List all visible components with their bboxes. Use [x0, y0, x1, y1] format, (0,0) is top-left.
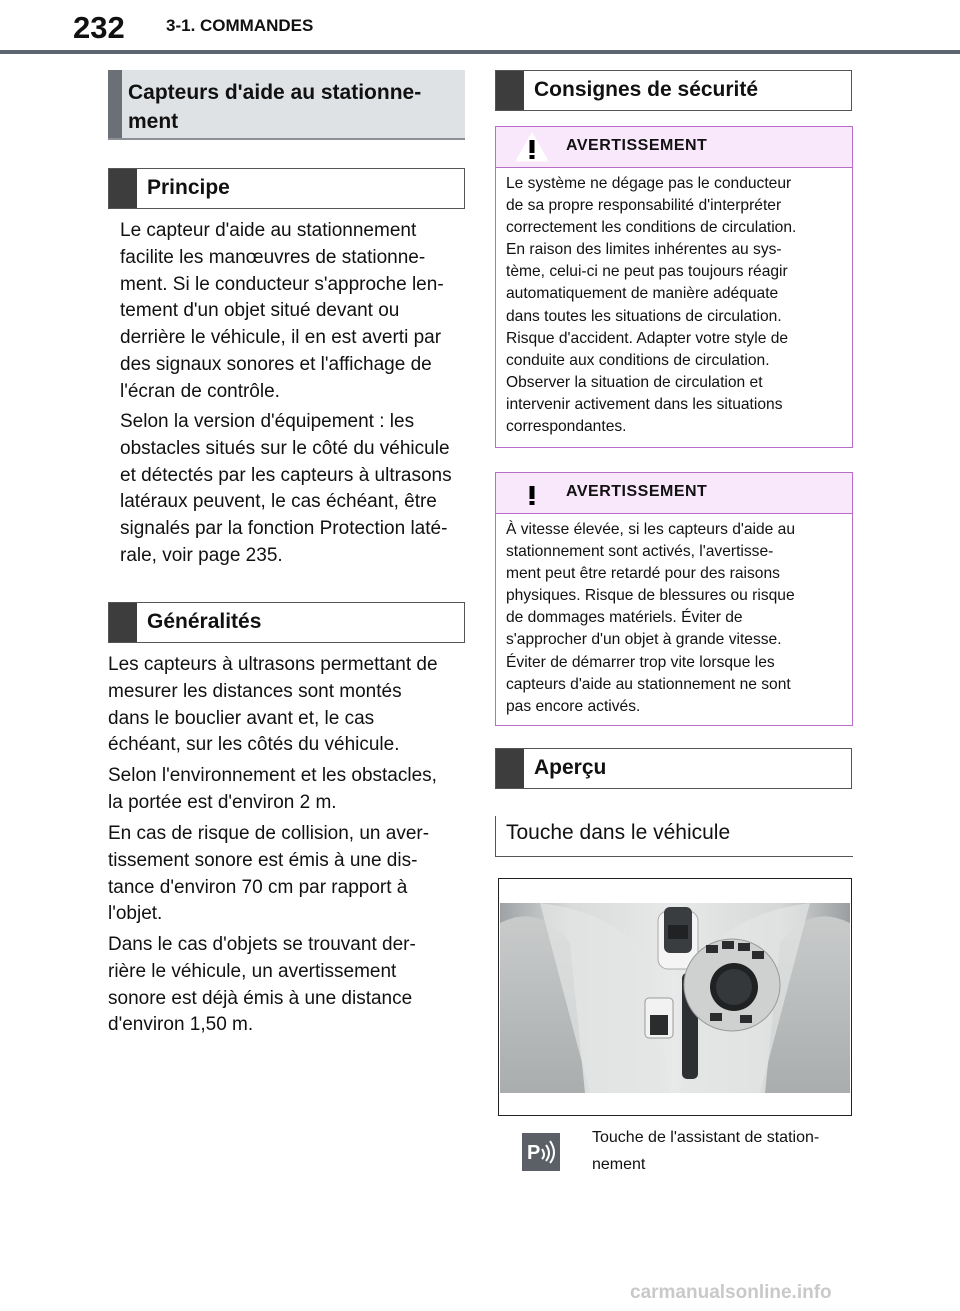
principe-title: Principe	[147, 176, 230, 199]
header-rule	[0, 50, 960, 54]
park-assist-glyph	[522, 1133, 560, 1171]
generalites-paragraph-3: En cas de risque de collision, un aver- tissement sonore est émis à une dis- tance d'environ 70 cm par rapport à l'objet.	[108, 823, 430, 925]
warning-box-2	[495, 472, 853, 726]
heading-bar	[109, 603, 137, 642]
apercu-title: Aperçu	[534, 756, 607, 779]
warning-header	[496, 473, 852, 514]
park-assist-icon	[522, 1133, 560, 1171]
heading-bar	[496, 749, 524, 788]
warning-text: À vitesse élevée, si les capteurs d'aide au stationnement sont activés, l'avertisse- ment peut être retardé pour des raisons physiques. Risque de blessures ou risque de dommages matériels. Éviter de s'approcher d'un objet à grande vitesse. Éviter de démarrer trop vite lorsque les capteurs d'aide au stationnement ne sont pas encore activés.	[506, 521, 796, 715]
generalites-paragraph-2: Selon l'environnement et les obstacles, la portée est d'environ 2 m.	[108, 765, 437, 813]
warning-box-1	[495, 126, 853, 448]
section-title: Capteurs d'aide au stationne- ment	[128, 81, 422, 133]
warning-text: Le système ne dégage pas le conducteur de sa propre responsabilité d'interpréter correctement les conditions de circulation. En raison des limites inhérentes au sys- tème, celui-ci ne peut pas toujours réagir automatiquement de manière adéquate dans toutes les situations de circulation. Risque d'accident. Adapter votre style de conduite aux conditions de circulation. Observer la situation de circulation et intervenir activement dans les situations correspondantes.	[506, 175, 797, 436]
apercu-heading	[495, 748, 852, 789]
watermark: carmanualsonline.info	[630, 1282, 832, 1303]
touche-subheading	[495, 816, 853, 857]
chapter-title: 3-1. COMMANDES	[166, 16, 314, 35]
warning-title: AVERTISSEMENT	[566, 483, 708, 500]
center-console-photo	[500, 903, 850, 1093]
warning-triangle-icon	[514, 477, 550, 509]
svg-text:P: P	[527, 1142, 541, 1164]
generalites-heading	[108, 602, 465, 643]
console-photo-frame	[498, 878, 852, 1116]
generalites-paragraph-1: Les capteurs à ultrasons permettant de mesurer les distances sont montés dans le bouclier avant et, le cas échéant, sur les côtés du véhicule.	[108, 654, 438, 756]
consignes-title: Consignes de sécurité	[534, 78, 759, 101]
principe-heading	[108, 168, 465, 209]
heading-bar	[109, 169, 137, 208]
touche-subtitle: Touche dans le véhicule	[506, 821, 731, 844]
page-number: 232	[73, 10, 125, 45]
warning-header	[496, 127, 852, 168]
warning-title: AVERTISSEMENT	[566, 137, 708, 154]
principe-paragraph-1: Le capteur d'aide au stationnement facilite les manœuvres de stationne- ment. Si le conducteur s'approche len- tement d'un objet situé devant ou derrière le véhicule, il en est averti par des signaux sonores et l'affichage de l'écran de contrôle.	[120, 220, 444, 402]
section-title-box	[108, 70, 465, 140]
generalites-title: Généralités	[147, 610, 262, 633]
park-assist-caption: Touche de l'assistant de station- nement	[592, 1129, 820, 1173]
principe-paragraph-2: Selon la version d'équipement : les obstacles situés sur le côté du véhicule et détectés par les capteurs à ultrasons latéraux peuvent, le cas échéant, être signalés par la fonction Protection laté- rale, voir page 235.	[120, 411, 452, 566]
warning-triangle-icon	[514, 131, 550, 163]
section-title-bar	[108, 70, 122, 138]
heading-bar	[496, 71, 524, 110]
generalites-paragraph-4: Dans le cas d'objets se trouvant der- rière le véhicule, un avertissement sonore est déjà émis à une distance d'environ 1,50 m.	[108, 934, 416, 1036]
consignes-heading	[495, 70, 852, 111]
